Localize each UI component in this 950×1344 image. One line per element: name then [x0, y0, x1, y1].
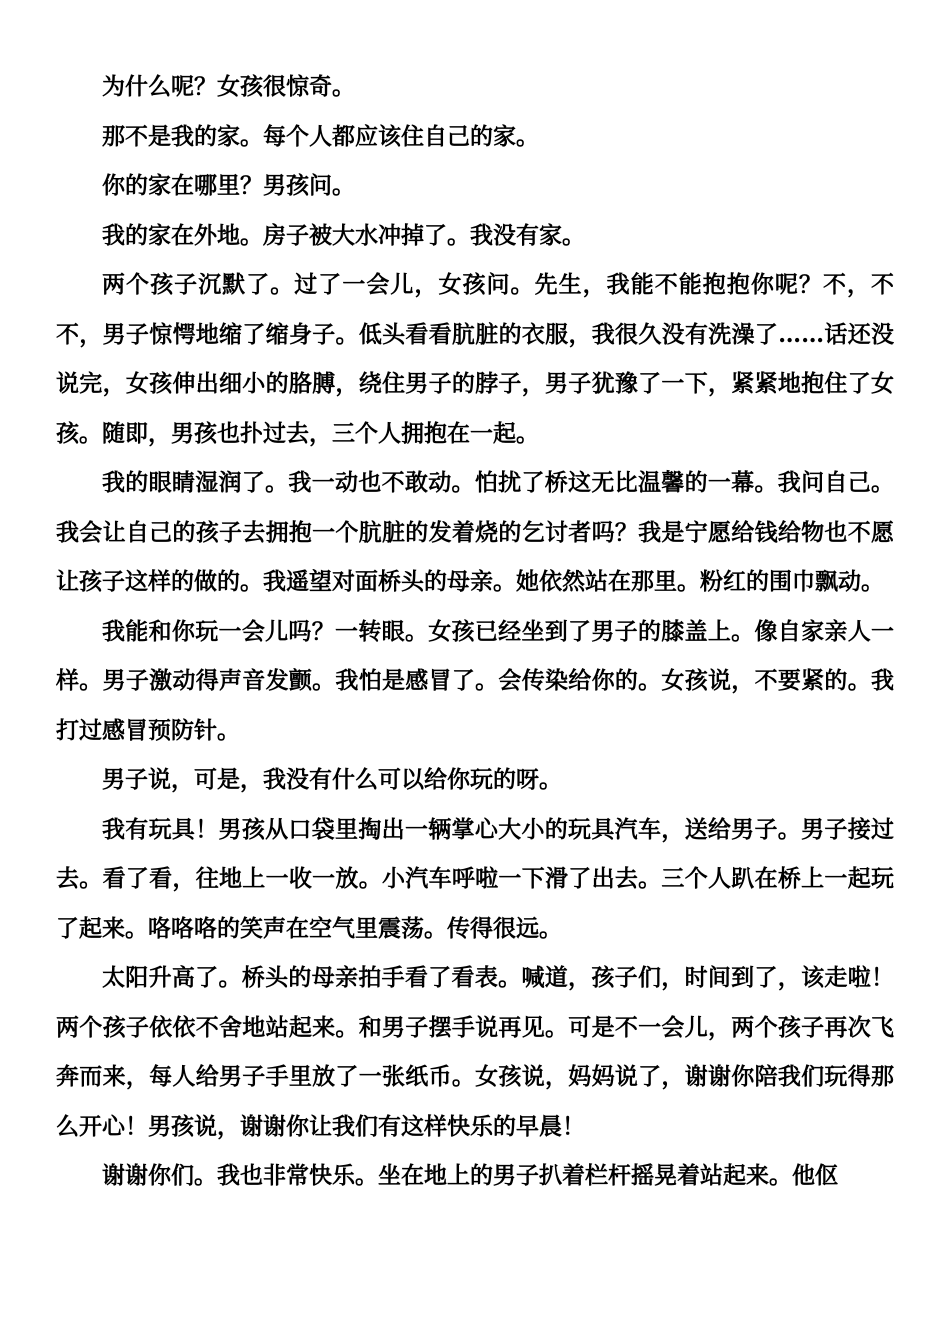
paragraph: 那不是我的家。每个人都应该住自己的家。	[102, 122, 539, 150]
paragraph: 两个孩子沉默了。过了一会儿，女孩问。先生，我能不能抱抱你呢？不，不不，男子惊愕地缩了缩身子。低头看看肮脏的衣服，我很久没有洗澡了……话还没说完，女孩伸出细小的胳膊，绕住男子的脖子，男子犹豫了一下，紧紧地抱住了女孩。随即，男孩也扑过去，三个人拥抱在一起。	[56, 271, 894, 447]
document-page	[56, 62, 894, 1201]
paragraph: 谢谢你们。我也非常快乐。坐在地上的男子扒着栏杆摇晃着站起来。他伛	[102, 1162, 838, 1189]
paragraph: 男子说，可是，我没有什么可以给你玩的呀。	[102, 766, 562, 793]
paragraph: 我有玩具！男孩从口袋里掏出一辆掌心大小的玩具汽车，送给男子。男子接过去。看了看，往地上一收一放。小汽车呼啦一下滑了出去。三个人趴在桥上一起玩了起来。咯咯咯的笑声在空气里震荡。传得很远。	[56, 815, 894, 942]
paragraph: 我的眼睛湿润了。我一动也不敢动。怕扰了桥这无比温馨的一幕。我问自己。我会让自己的孩子去拥抱一个肮脏的发着烧的乞讨者吗？我是宁愿给钱给物也不愿让孩子这样的做的。我遥望对面桥头的母亲。她依然站在那里。粉红的围巾飘动。	[56, 469, 894, 595]
paragraph: 你的家在哪里？男孩问。	[102, 172, 355, 199]
paragraph: 为什么呢？女孩很惊奇。	[102, 73, 355, 100]
paragraph: 我的家在外地。房子被大水冲掉了。我没有家。	[102, 221, 585, 249]
paragraph: 我能和你玩一会儿吗？一转眼。女孩已经坐到了男子的膝盖上。像自家亲人一样。男子激动得声音发颤。我怕是感冒了。会传染给你的。女孩说，不要紧的。我打过感冒预防针。	[56, 617, 894, 744]
paragraph: 太阳升高了。桥头的母亲拍手看了看表。喊道，孩子们，时间到了，该走啦！两个孩子依依不舍地站起来。和男子摆手说再见。可是不一会儿，两个孩子再次飞奔而来，每人给男子手里放了一张纸币。女孩说，妈妈说了，谢谢你陪我们玩得那么开心！男孩说，谢谢你让我们有这样快乐的早晨！	[56, 964, 894, 1140]
